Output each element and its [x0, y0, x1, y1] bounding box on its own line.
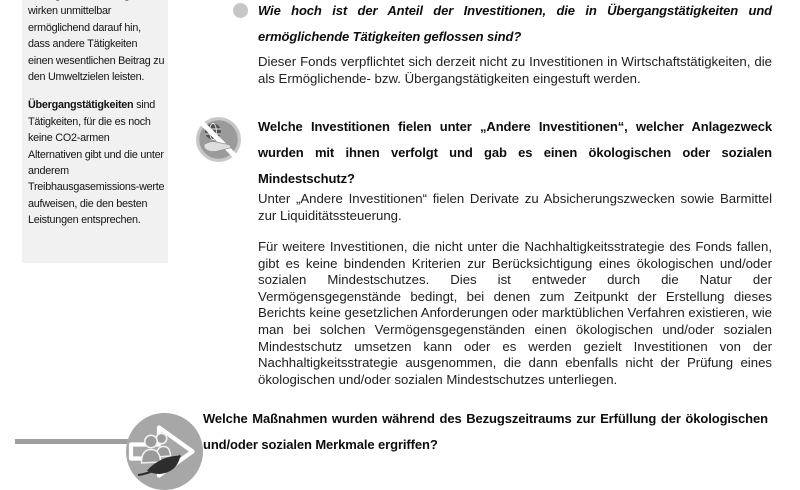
definition-enabling-activities: [28, 0, 165, 85]
definition-text-enabling: wirken unmittelbar ermöglichend darauf hin, dass andere Tätigkeiten einen wesentlichen Beitrag zu den Umweltzielen leisten.: [28, 5, 165, 84]
question-actions-taken: Welche Maßnahmen wurden während des Bezugszeitraums zur Erfüllung der ökologischen und/oder sozialen Merkmale ergriffen?: [203, 411, 768, 452]
answer-other-investments-1: Unter „Andere Investitionen“ fielen Derivate zu Absicherungszwecken sowie Barmittel zur Liquiditätssteuerung.: [258, 191, 772, 223]
definitions-sidebar: [22, 0, 168, 263]
question-other-investments: Welche Investitionen fielen unter „Andere Investitionen“, welcher Anlagezweck wurden mit ihnen verfolgt und gab es einen ökologischen oder sozialen Mindestschutz?: [258, 119, 772, 186]
answer-share-transitional-enabling: Dieser Fonds verpflichtet sich derzeit nicht zu Investitionen in Wirtschaftstätigkeiten, die als Ermöglichende- bzw. Übergangstätigkeiten eingestuft werden.: [258, 54, 772, 86]
bullet-dot-icon: [233, 3, 248, 18]
answer-other-investments-2: Für weitere Investitionen, die nicht unter die Nachhaltigkeitsstrategie des Fonds fallen, gibt es keine bindenden Kriterien zur Berücksichtigung eines ökologischen und/oder sozialen Mindestschutzes. Dies ist entweder durch die Natur der Vermögensgegenstände bedingt, bei denen zum Zeitpunkt der Erstellung dieses Berichts keine gesetzlichen Anforderungen oder marktüblichen Verfahren existieren, wie man bei solchen Vermögensgegenständen einen ökologischen und/oder sozialen Mindestschutz umsetzen kann oder es werden gezielt Investitionen von der Nachhaltigkeitsstrategie ausgenommen, die dann ebenfalls nicht der Prüfung eines ökologischen und/oder sozialen Mindestschutzes unterliegen.: [258, 239, 772, 387]
definition-term-enabling: [28, 0, 165, 3]
icon-connector-line: [15, 439, 128, 444]
definition-text-transitional: sind Tätigkeiten, für die es noch keine CO2-armen Alternativen gibt und die unter anderem Treibhausgasemissions-werte aufweisen, die den besten Leistungen entsprechen.: [28, 99, 165, 227]
definition-term-transitional: Übergangstätigkeiten: [28, 99, 134, 112]
globe-hand-crossed-icon: [195, 116, 242, 163]
question-share-transitional-enabling: Wie hoch ist der Anteil der Investitionen, die in Übergangstätigkeiten und ermöglichende Tätigkeiten geflossen sind?: [258, 3, 772, 44]
person-front-head: [145, 435, 157, 447]
definition-transitional-activities: [28, 97, 165, 228]
people-leaf-arrow-icon: [126, 413, 203, 490]
person-front-body: [142, 450, 161, 464]
